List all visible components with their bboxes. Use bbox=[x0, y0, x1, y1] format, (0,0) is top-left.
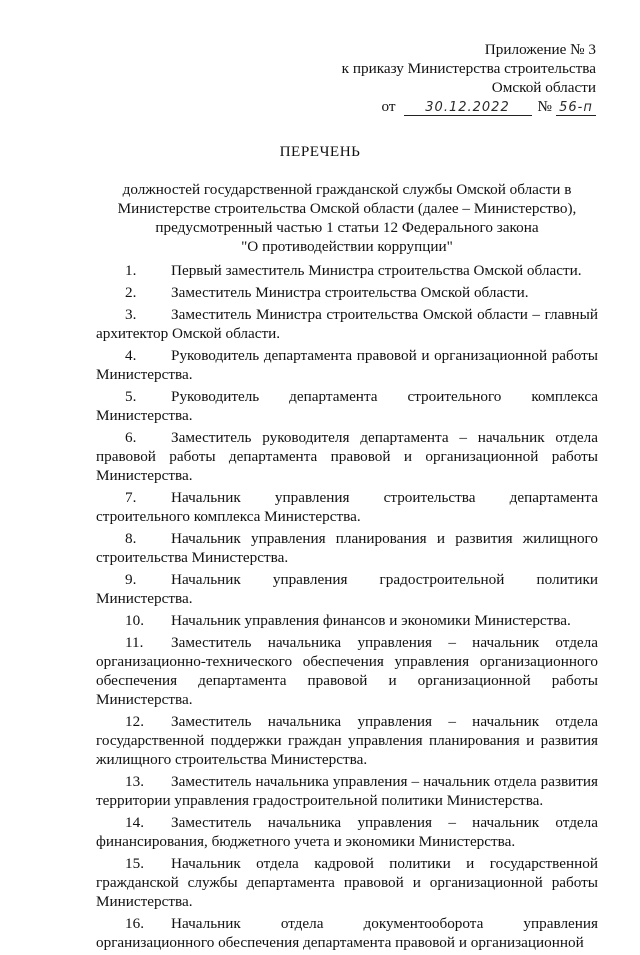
item-text: Начальник отдела кадровой политики и государственной гражданской службы департамента правовой и организационной работы Министерства. bbox=[96, 855, 598, 910]
subtitle-line: предусмотренный частью 1 статьи 12 Федерального закона bbox=[155, 219, 539, 236]
list-item bbox=[96, 346, 598, 384]
appendix-header bbox=[342, 40, 596, 116]
item-number: 16. bbox=[125, 915, 144, 932]
subtitle-line: Министерстве строительства Омской области (далее – Министерство), bbox=[117, 200, 577, 217]
item-number: 10. bbox=[125, 612, 144, 629]
list-item bbox=[96, 305, 598, 343]
appendix-order-ref: к приказу Министерства строительства bbox=[341, 60, 596, 77]
item-text: Начальник управления планирования и развития жилищного строительства Министерства. bbox=[96, 530, 598, 566]
item-number: 9. bbox=[125, 571, 137, 588]
item-text: Начальник отдела документооборота управления организационного обеспечения департамента правовой и организационной bbox=[96, 915, 598, 951]
document-subtitle bbox=[96, 180, 598, 256]
item-number: 6. bbox=[125, 429, 137, 446]
item-text: Заместитель начальника управления – начальник отдела организационно-технического обеспечения управления организационного обеспечения департамента правовой и организационной работы Министерства. bbox=[96, 634, 598, 708]
list-item bbox=[96, 261, 598, 280]
subtitle-line: "О противодействии коррупции" bbox=[241, 238, 453, 255]
item-text: Заместитель начальника управления – начальник отдела финансирования, бюджетного учета и экономики Министерства. bbox=[96, 814, 598, 850]
item-text: Заместитель начальника управления – начальник отдела развития территории управления градостроительной политики Министерства. bbox=[96, 773, 598, 809]
item-number: 8. bbox=[125, 530, 137, 547]
list-item bbox=[96, 428, 598, 485]
list-item bbox=[96, 813, 598, 851]
appendix-region: Омской области bbox=[491, 79, 596, 96]
item-number: 14. bbox=[125, 814, 144, 831]
item-number: 15. bbox=[125, 855, 144, 872]
item-number: 11. bbox=[125, 634, 144, 651]
list-item bbox=[96, 529, 598, 567]
item-text: Начальник управления финансов и экономики Министерства. bbox=[171, 612, 571, 629]
item-number: 7. bbox=[125, 489, 137, 506]
document-title: ПЕРЕЧЕНЬ bbox=[279, 143, 361, 160]
item-number: 13. bbox=[125, 773, 144, 790]
item-text: Заместитель начальника управления – начальник отдела государственной поддержки граждан управления планирования и развития жилищного строительства Министерства. bbox=[96, 713, 598, 768]
order-date-line bbox=[342, 97, 596, 116]
item-number: 4. bbox=[125, 347, 137, 364]
item-number: 5. bbox=[125, 388, 137, 405]
item-number: 2. bbox=[125, 284, 137, 301]
list-item bbox=[96, 772, 598, 810]
subtitle-line: должностей государственной гражданской службы Омской области в bbox=[122, 181, 572, 198]
date-prefix: от bbox=[381, 98, 396, 115]
item-number: 12. bbox=[125, 713, 144, 730]
list-item bbox=[96, 914, 598, 952]
item-text: Руководитель департамента строительного комплекса Министерства. bbox=[96, 388, 598, 424]
handwritten-number: 56-п bbox=[556, 100, 596, 116]
list-item bbox=[96, 854, 598, 911]
item-number: 1. bbox=[125, 262, 137, 279]
number-prefix: № bbox=[537, 98, 552, 115]
item-text: Начальник управления строительства департамента строительного комплекса Министерства. bbox=[96, 489, 598, 525]
item-text: Первый заместитель Министра строительства Омской области. bbox=[171, 262, 582, 279]
item-number: 3. bbox=[125, 306, 137, 323]
item-text: Начальник управления градостроительной политики Министерства. bbox=[96, 571, 598, 607]
list-item bbox=[96, 712, 598, 769]
list-item bbox=[96, 633, 598, 709]
list-item bbox=[96, 283, 598, 302]
handwritten-date: 30.12.2022 bbox=[404, 100, 532, 116]
positions-list bbox=[96, 261, 598, 955]
item-text: Заместитель Министра строительства Омской области – главный архитектор Омской области. bbox=[96, 306, 598, 342]
appendix-title: Приложение № 3 bbox=[484, 41, 596, 58]
list-item bbox=[96, 570, 598, 608]
list-item bbox=[96, 387, 598, 425]
list-item bbox=[96, 611, 598, 630]
item-text: Заместитель руководителя департамента – начальник отдела правовой работы департамента правовой и организационной работы Министерства. bbox=[96, 429, 598, 484]
list-item bbox=[96, 488, 598, 526]
item-text: Заместитель Министра строительства Омской области. bbox=[171, 284, 529, 301]
item-text: Руководитель департамента правовой и организационной работы Министерства. bbox=[96, 347, 598, 383]
